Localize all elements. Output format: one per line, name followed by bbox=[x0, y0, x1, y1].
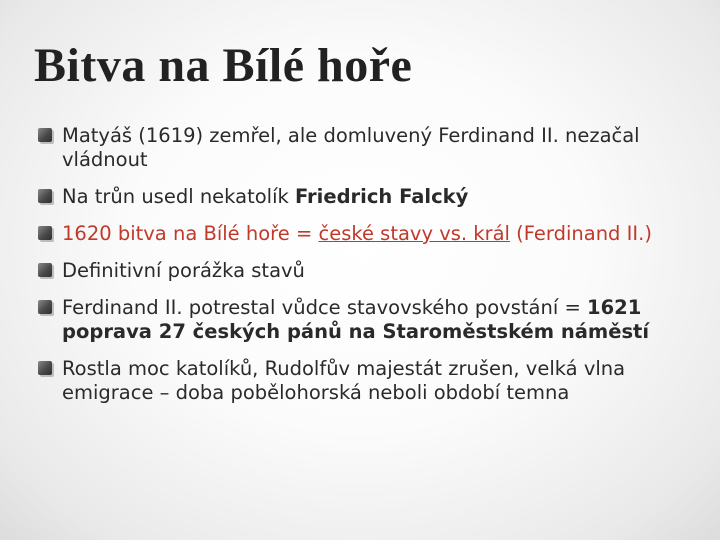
bullet-emphasis: 1621 poprava 27 českých pánů na Staroměstském náměstí bbox=[62, 296, 650, 343]
slide-title: Bitva na Bílé hoře bbox=[34, 39, 413, 92]
bullet-text: Rostla moc katolíků, Rudolfův majestát zrušen, velká vlna emigrace – doba pobělohorská neboli období temna bbox=[62, 357, 626, 404]
square-bullet-icon bbox=[38, 361, 52, 375]
bullet-text: Na trůn usedl nekatolík bbox=[62, 185, 295, 208]
square-bullet-icon bbox=[38, 189, 52, 203]
square-bullet-icon bbox=[38, 300, 52, 314]
square-bullet-icon bbox=[38, 226, 52, 240]
bullet-item bbox=[38, 259, 678, 283]
square-bullet-icon bbox=[38, 128, 52, 142]
bullet-item bbox=[38, 357, 678, 405]
bullet-text: Definitivní porážka stavů bbox=[62, 259, 305, 282]
bullet-text: Matyáš (1619) zemřel, ale domluvený Ferdinand II. nezačal vládnout bbox=[62, 124, 640, 171]
bullet-underlined: české stavy vs. král bbox=[318, 222, 510, 245]
bullet-emphasis: Friedrich Falcký bbox=[294, 185, 469, 208]
bullet-item bbox=[38, 222, 678, 246]
square-bullet-icon bbox=[38, 263, 52, 277]
bullet-item bbox=[38, 185, 678, 209]
bullet-list bbox=[38, 124, 678, 405]
bullet-text: 1620 bitva na Bílé hoře = bbox=[62, 222, 319, 245]
bullet-item bbox=[38, 296, 678, 344]
bullet-text: Ferdinand II. potrestal vůdce stavovského povstání = bbox=[62, 296, 587, 319]
bullet-item bbox=[38, 124, 678, 172]
bullet-text-end: (Ferdinand II.) bbox=[509, 222, 652, 245]
